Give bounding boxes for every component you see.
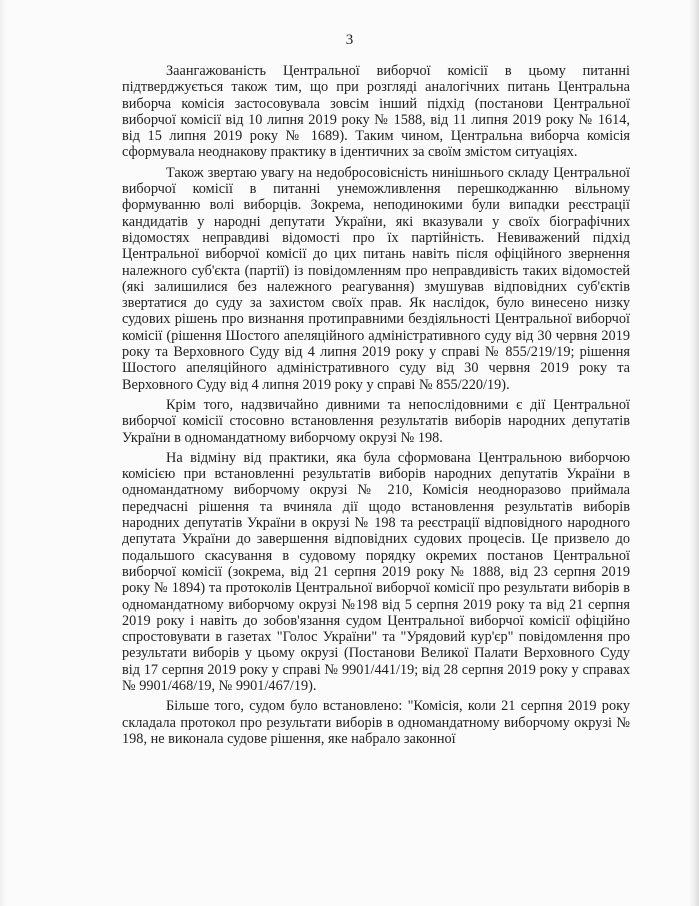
paragraph-4: На відміну від практики, яка була сформована Центральною виборчою комісією при встановленні результатів виборів народних депутатів України в одномандатному виборчому окрузі № 210, Комісія неодноразово приймала передчасні рішення та вчиняла дії щодо встановлення результатів виборів народних депутатів України в окрузі № 198 та реєстрації відповідного народного депутата України до завершення відповідних судових процесів. Це призвело до подальшого скасування в судовому порядку окремих постанов Центральної виборчої комісії (зокрема, від 21 серпня 2019 року № 1888, від 23 серпня 2019 року № 1894) та протоколів Центральної виборчої комісії про результати виборів в одномандатному виборчому окрузі №198 від 5 серпня 2019 року та від 21 серпня 2019 року і навіть до зобов'язання судом Центральної виборчої комісії офіційно спростовувати в газетах "Голос України" та "Урядовий кур'єр" повідомлення про результати виборів у цьому окрузі (Постанови Великої Палати Верховного Суду від 17 серпня 2019 року у справі № 9901/441/19; від 28 серпня 2019 року у справах № 9901/468/19, № 9901/467/19). <box>122 449 630 694</box>
paragraph-3: Крім того, надзвичайно дивними та непослідовними є дії Центральної виборчої комісії стосовно встановлення результатів виборів народних депутатів України в одномандатному виборчому окрузі № 198. <box>122 396 630 446</box>
paragraph-2: Також звертаю увагу на недобросовісність нинішнього складу Центральної виборчої комісії в питанні унеможливлення перешкоджанню вільному формуванню волі виборців. Зокрема, неподинокими були випадки реєстрації кандидатів у народні депутати України, які вказували у своїх біографічних відомостях неправдиві відомості про їх партійність. Невиважений підхід Центральної виборчої комісії до цих питань навіть після офіційного звернення належного суб'єкта (партії) із повідомленням про неправдивість таких відомостей (які залишилися без належного реагування) змушував відповідних суб'єктів звертатися до суду за захистом своїх прав. Як наслідок, було винесено низку судових рішень про визнання протиправними бездіяльності Центральної виборчої комісії (рішення Шостого апеляційного адміністративного суду від 30 червня 2019 року та Верховного Суду від 4 липня 2019 року у справі № 855/219/19; рішення Шостого апеляційного адміністративного суду від 30 червня 2019 року та Верховного Суду від 4 липня 2019 року у справі № 855/220/19). <box>122 164 630 393</box>
scan-shadow-left <box>0 0 6 906</box>
body-text <box>122 63 630 751</box>
paragraph-5: Більше того, судом було встановлено: "Комісія, коли 21 серпня 2019 року складала протокол про результати виборів в одномандатному виборчому окрузі № 198, не виконала судове рішення, яке набрало законної <box>122 698 630 747</box>
page-number: 3 <box>345 32 354 48</box>
scan-shadow-right <box>689 0 699 906</box>
paragraph-1: Заангажованість Центральної виборчої комісії в цьому питанні підтверджується також тим, що при розгляді аналогічних питань Центральна виборча комісія застосовувала зовсім інший підхід (постанови Центральної виборчої комісії від 10 липня 2019 року № 1588, від 11 липня 2019 року № 1614, від 15 липня 2019 року № 1689). Таким чином, Центральна виборча комісія сформувала неоднакову практику в ідентичних за своїм змістом ситуаціях. <box>122 63 630 161</box>
